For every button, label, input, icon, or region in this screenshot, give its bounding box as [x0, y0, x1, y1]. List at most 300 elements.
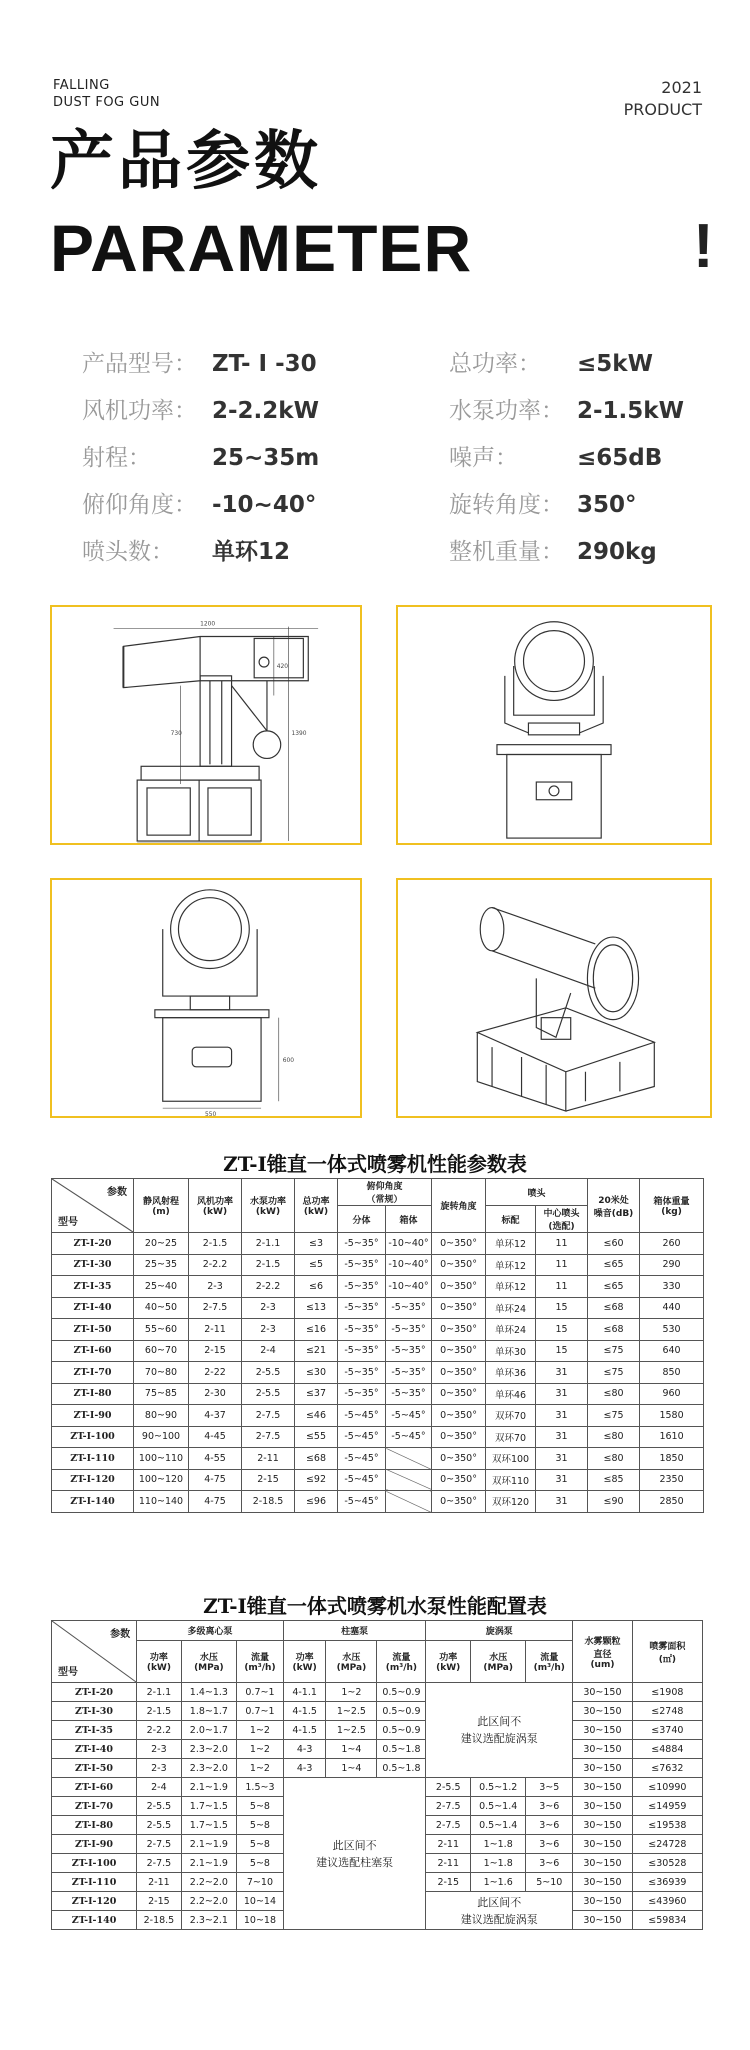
table-cell: 0~350°	[432, 1426, 486, 1448]
table-cell: 15	[536, 1319, 588, 1341]
spec-item	[449, 443, 663, 473]
spec-item	[82, 349, 317, 379]
table-cell: -5~45°	[338, 1426, 386, 1448]
table-cell: 640	[640, 1340, 704, 1362]
spec-item	[449, 349, 653, 379]
table-cell: -5~35°	[338, 1319, 386, 1341]
table-cell: 55~60	[134, 1319, 189, 1341]
table-cell: ≤68	[295, 1448, 338, 1470]
table-cell: 4-55	[189, 1448, 242, 1470]
droplet-cell: 30~150	[573, 1797, 633, 1816]
table-cell: 80~90	[134, 1405, 189, 1427]
table-cell: 2-7.5	[426, 1816, 471, 1835]
table-cell: 31	[536, 1405, 588, 1427]
model-cell: ZT-I-110	[52, 1448, 134, 1470]
table-cell: 0.5~0.9	[377, 1702, 426, 1721]
col-fan-power: 风机功率 (kW)	[189, 1179, 242, 1233]
table-cell: ≤30	[295, 1362, 338, 1384]
table-cell: 4-75	[189, 1469, 242, 1491]
col-pitch: 俯仰角度 （常规）	[338, 1179, 432, 1206]
table-cell: 5~8	[237, 1816, 284, 1835]
table-cell: 1~2	[326, 1683, 377, 1702]
model-cell: ZT-I-140	[52, 1911, 137, 1930]
table-cell: 100~120	[134, 1469, 189, 1491]
table-row	[52, 1469, 704, 1491]
table-cell: 1610	[640, 1426, 704, 1448]
sub-col-pressure: 水压 (MPa)	[471, 1641, 526, 1683]
table-cell: 5~8	[237, 1797, 284, 1816]
table-cell: 0~350°	[432, 1233, 486, 1255]
spec-item	[449, 490, 637, 520]
spec-item	[449, 537, 657, 567]
table-cell: -5~35°	[386, 1383, 432, 1405]
model-cell: ZT-I-40	[52, 1740, 137, 1759]
table-cell: 2-5.5	[242, 1362, 295, 1384]
droplet-cell: 30~150	[573, 1778, 633, 1797]
group-plunger: 柱塞泵	[283, 1621, 426, 1641]
side-view-drawing	[52, 607, 360, 843]
table-cell: 5~8	[237, 1854, 284, 1873]
table-cell: 双环70	[486, 1405, 536, 1427]
table-cell: 1580	[640, 1405, 704, 1427]
spec-item	[82, 396, 319, 426]
table-cell: ≤68	[588, 1297, 640, 1319]
spec-value: ZT- Ⅰ -30	[212, 351, 317, 377]
table-cell: 单环46	[486, 1383, 536, 1405]
droplet-cell: 30~150	[573, 1854, 633, 1873]
table-cell: 31	[536, 1491, 588, 1513]
droplet-cell: 30~150	[573, 1702, 633, 1721]
table-cell: 10~18	[237, 1911, 284, 1930]
table-cell: 单环24	[486, 1297, 536, 1319]
table-cell: 5~8	[237, 1835, 284, 1854]
table-cell: 11	[536, 1233, 588, 1255]
table-cell: 0.5~0.9	[377, 1683, 426, 1702]
spec-label: 旋转角度：	[449, 492, 564, 518]
table-cell: 0.5~1.4	[471, 1797, 526, 1816]
table-cell: 25~40	[134, 1276, 189, 1298]
table-cell: 2.1~1.9	[181, 1835, 236, 1854]
table-cell: 单环36	[486, 1362, 536, 1384]
table-cell: 1850	[640, 1448, 704, 1470]
table-cell: 5~10	[526, 1873, 573, 1892]
page-title-cn: 产品参数	[50, 125, 322, 199]
table-cell: 1~4	[326, 1759, 377, 1778]
table-cell: ≤13	[295, 1297, 338, 1319]
spec-label: 总功率：	[449, 351, 541, 377]
table-cell: 4-45	[189, 1426, 242, 1448]
table-cell: ≤65	[588, 1276, 640, 1298]
table-cell: 2-3	[189, 1276, 242, 1298]
drawing-front-view	[396, 605, 712, 845]
table-cell: 2-2.2	[137, 1721, 182, 1740]
table-cell: 2-7.5	[137, 1854, 182, 1873]
spec-value: ≤5kW	[577, 351, 653, 377]
table-cell: ≤65	[588, 1254, 640, 1276]
spec-value: 2-1.5kW	[577, 398, 684, 424]
table-cell: 2-2.2	[189, 1254, 242, 1276]
table-cell: 2-11	[242, 1448, 295, 1470]
model-cell: ZT-I-120	[52, 1892, 137, 1911]
col-pitch-box: 箱体	[386, 1206, 432, 1233]
table-cell: 25~35	[134, 1254, 189, 1276]
table-row	[52, 1233, 704, 1255]
model-cell: ZT-I-50	[52, 1319, 134, 1341]
performance-table	[51, 1178, 704, 1513]
table-cell: 10~14	[237, 1892, 284, 1911]
table-cell: ≤6	[295, 1276, 338, 1298]
table-cell: ≤75	[588, 1405, 640, 1427]
model-cell: ZT-I-140	[52, 1491, 134, 1513]
table-cell: 2-11	[426, 1835, 471, 1854]
table-cell: ≤46	[295, 1405, 338, 1427]
area-cell: ≤30528	[632, 1854, 702, 1873]
table-cell: 850	[640, 1362, 704, 1384]
corner-param-label: 参数	[107, 1187, 127, 1198]
table-cell: 2-15	[189, 1340, 242, 1362]
droplet-cell: 30~150	[573, 1740, 633, 1759]
model-cell: ZT-I-100	[52, 1854, 137, 1873]
table-cell: 2-3	[137, 1740, 182, 1759]
table-cell: 60~70	[134, 1340, 189, 1362]
table-cell: -5~45°	[386, 1426, 432, 1448]
table-cell: 0.7~1	[237, 1683, 284, 1702]
tagline-line1: FALLING	[53, 78, 110, 93]
header-tagline	[53, 77, 160, 111]
table-cell: -5~35°	[338, 1340, 386, 1362]
col-rotate: 旋转角度	[432, 1179, 486, 1233]
area-cell: ≤24728	[632, 1835, 702, 1854]
table-cell: 1~1.8	[471, 1854, 526, 1873]
table-cell: 2.0~1.7	[181, 1721, 236, 1740]
table-cell: 1~1.6	[471, 1873, 526, 1892]
vortex-note: 此区间不 建议选配旋涡泵	[426, 1683, 573, 1778]
table-cell: ≤16	[295, 1319, 338, 1341]
table-cell: 0~350°	[432, 1469, 486, 1491]
table-row	[52, 1254, 704, 1276]
sub-col-flow: 流量 (m³/h)	[237, 1641, 284, 1683]
table-cell: ≤3	[295, 1233, 338, 1255]
model-cell: ZT-I-50	[52, 1759, 137, 1778]
vortex-note: 此区间不 建议选配旋涡泵	[426, 1892, 573, 1930]
sub-col-power: 功率 (kW)	[283, 1641, 326, 1683]
table-cell: 2-1.5	[189, 1233, 242, 1255]
table-row	[52, 1405, 704, 1427]
table-cell: 2.1~1.9	[181, 1778, 236, 1797]
dim-label: 600	[282, 1057, 294, 1064]
table-cell: 0.5~1.2	[471, 1778, 526, 1797]
table-cell: -10~40°	[386, 1254, 432, 1276]
header-year-block	[624, 77, 702, 121]
table-cell: 2-3	[242, 1297, 295, 1319]
table1-corner	[52, 1179, 134, 1233]
table-cell: 2-7.5	[137, 1835, 182, 1854]
table-cell: 2-2.2	[242, 1276, 295, 1298]
table-cell: 1.4~1.3	[181, 1683, 236, 1702]
table-cell: 双环70	[486, 1426, 536, 1448]
table-cell: 40~50	[134, 1297, 189, 1319]
col-weight: 箱体重量 (kg)	[640, 1179, 704, 1233]
droplet-cell: 30~150	[573, 1892, 633, 1911]
table-cell: -5~35°	[386, 1297, 432, 1319]
table-cell: 4-37	[189, 1405, 242, 1427]
table-cell: 4-1.1	[283, 1683, 326, 1702]
area-cell: ≤14959	[632, 1797, 702, 1816]
area-cell: ≤4884	[632, 1740, 702, 1759]
table-row	[52, 1778, 703, 1797]
spec-label: 产品型号：	[82, 351, 197, 377]
spec-item	[449, 396, 684, 426]
table-cell: 3~6	[526, 1797, 573, 1816]
table-cell: 双环100	[486, 1448, 536, 1470]
table-cell: 100~110	[134, 1448, 189, 1470]
table-cell: 2-7.5	[189, 1297, 242, 1319]
pump-config-table	[51, 1620, 703, 1930]
table-cell: ≤37	[295, 1383, 338, 1405]
table-cell: 单环12	[486, 1254, 536, 1276]
table1-title: ZT-I锥直一体式喷雾机性能参数表	[223, 1152, 527, 1176]
table-cell: 0~350°	[432, 1362, 486, 1384]
table-cell: 2-15	[137, 1892, 182, 1911]
table-cell: -10~40°	[386, 1233, 432, 1255]
table-cell: 单环30	[486, 1340, 536, 1362]
table-cell: ≤75	[588, 1362, 640, 1384]
table-cell: 2-3	[242, 1319, 295, 1341]
table-cell: 11	[536, 1254, 588, 1276]
table-cell: 2-5.5	[137, 1816, 182, 1835]
table-cell: ≤96	[295, 1491, 338, 1513]
table-cell: 31	[536, 1426, 588, 1448]
table-cell: -5~45°	[338, 1448, 386, 1470]
table-cell: ≤75	[588, 1340, 640, 1362]
col-noise: 20米处 噪音(dB)	[588, 1179, 640, 1233]
table-cell: ≤55	[295, 1426, 338, 1448]
table-cell: 1~1.8	[471, 1835, 526, 1854]
table-cell: 1~2.5	[326, 1702, 377, 1721]
table-cell: 1.7~1.5	[181, 1816, 236, 1835]
table-cell: 2-22	[189, 1362, 242, 1384]
table-cell: 2-7.5	[242, 1426, 295, 1448]
spec-label: 整机重量：	[449, 539, 564, 565]
table-cell: 0~350°	[432, 1276, 486, 1298]
model-cell: ZT-I-35	[52, 1276, 134, 1298]
table-cell: -5~45°	[338, 1491, 386, 1513]
table-cell: 2-5.5	[137, 1797, 182, 1816]
table-cell: 双环120	[486, 1491, 536, 1513]
model-cell: ZT-I-80	[52, 1383, 134, 1405]
table-cell: ≤68	[588, 1319, 640, 1341]
spec-value: 350°	[577, 492, 637, 518]
table-cell: 75~85	[134, 1383, 189, 1405]
table-cell: 0.7~1	[237, 1702, 284, 1721]
spec-label: 噪声：	[449, 445, 518, 471]
table-cell: 31	[536, 1383, 588, 1405]
table-cell: 2-18.5	[137, 1911, 182, 1930]
table-cell: -5~35°	[338, 1383, 386, 1405]
col-pitch-split: 分体	[338, 1206, 386, 1233]
table-row	[52, 1740, 703, 1759]
table-row	[52, 1683, 703, 1702]
table-cell: -5~35°	[386, 1319, 432, 1341]
table-cell: 2-7.5	[426, 1797, 471, 1816]
col-pump-power: 水泵功率 (kW)	[242, 1179, 295, 1233]
sub-col-pressure: 水压 (MPa)	[181, 1641, 236, 1683]
iso-view-drawing	[398, 880, 710, 1116]
drawing-iso-view	[396, 878, 712, 1118]
table-cell: 2350	[640, 1469, 704, 1491]
tagline-line2: DUST FOG GUN	[53, 95, 161, 110]
table-cell: 0~350°	[432, 1340, 486, 1362]
table-cell: 2-1.1	[137, 1683, 182, 1702]
sub-col-power: 功率 (kW)	[137, 1641, 182, 1683]
dim-label: 420	[276, 663, 289, 670]
col-total-power: 总功率 (kW)	[295, 1179, 338, 1233]
table-cell: 0~350°	[432, 1491, 486, 1513]
table-cell: 7~10	[237, 1873, 284, 1892]
table-cell: 4-1.5	[283, 1702, 326, 1721]
table-cell: 260	[640, 1233, 704, 1255]
dim-label: 730	[170, 730, 182, 737]
table-cell: 2-1.5	[137, 1702, 182, 1721]
table-cell: 4-3	[283, 1740, 326, 1759]
dim-label: 550	[205, 1112, 217, 1116]
dim-label: 1200	[200, 621, 216, 628]
table-cell: 0.5~1.8	[377, 1759, 426, 1778]
table-cell: -10~40°	[386, 1276, 432, 1298]
table-row	[52, 1426, 704, 1448]
table-cell: 2-11	[137, 1873, 182, 1892]
table-cell: 1.7~1.5	[181, 1797, 236, 1816]
table-cell: 0~350°	[432, 1297, 486, 1319]
spec-label: 射程：	[82, 445, 151, 471]
table-cell: 2-5.5	[242, 1383, 295, 1405]
area-cell: ≤10990	[632, 1778, 702, 1797]
table-cell: 2-30	[189, 1383, 242, 1405]
table-cell: -5~45°	[386, 1405, 432, 1427]
model-cell: ZT-I-20	[52, 1683, 137, 1702]
model-cell: ZT-I-60	[52, 1340, 134, 1362]
table-cell: 290	[640, 1254, 704, 1276]
table-cell: ≤5	[295, 1254, 338, 1276]
col-droplet: 水雾颗粒 直径 (um)	[573, 1621, 633, 1683]
table-cell: 1.5~3	[237, 1778, 284, 1797]
spec-label: 俯仰角度：	[82, 492, 197, 518]
table-row	[52, 1276, 704, 1298]
sub-col-pressure: 水压 (MPa)	[326, 1641, 377, 1683]
group-centrifugal: 多级离心泵	[137, 1621, 284, 1641]
page-title-en: PARAMETER	[50, 211, 473, 285]
model-cell: ZT-I-80	[52, 1816, 137, 1835]
table-cell: 2-1.5	[242, 1254, 295, 1276]
table-cell: ≤80	[588, 1383, 640, 1405]
table-cell: 2.1~1.9	[181, 1854, 236, 1873]
table-cell: 960	[640, 1383, 704, 1405]
spec-item	[82, 490, 317, 520]
col-range: 静风射程 (m)	[134, 1179, 189, 1233]
table-cell: ≤92	[295, 1469, 338, 1491]
spec-value: -10~40°	[212, 492, 317, 518]
table-cell: 15	[536, 1297, 588, 1319]
table-cell: 3~6	[526, 1816, 573, 1835]
table-cell: 2.2~2.0	[181, 1873, 236, 1892]
droplet-cell: 30~150	[573, 1816, 633, 1835]
model-cell: ZT-I-30	[52, 1702, 137, 1721]
year-label: 2021	[661, 78, 702, 97]
sub-col-power: 功率 (kW)	[426, 1641, 471, 1683]
table-cell: ≤21	[295, 1340, 338, 1362]
table-cell: 15	[536, 1340, 588, 1362]
table-cell: 31	[536, 1469, 588, 1491]
table-cell: 0~350°	[432, 1254, 486, 1276]
table-cell: 1~4	[326, 1740, 377, 1759]
table-cell: 1~2	[237, 1721, 284, 1740]
col-nozzle-standard: 标配	[486, 1206, 536, 1233]
area-cell: ≤36939	[632, 1873, 702, 1892]
table-row	[52, 1759, 703, 1778]
model-cell: ZT-I-70	[52, 1362, 134, 1384]
table2-title: ZT-I锥直一体式喷雾机水泵性能配置表	[203, 1594, 547, 1618]
table-row	[52, 1340, 704, 1362]
table-row	[52, 1491, 704, 1513]
table-cell: 2-15	[426, 1873, 471, 1892]
spec-label: 风机功率：	[82, 398, 197, 424]
table-cell: 2-15	[242, 1469, 295, 1491]
col-nozzle-center: 中心喷头 (选配)	[536, 1206, 588, 1233]
table-cell: 双环110	[486, 1469, 536, 1491]
model-cell: ZT-I-30	[52, 1254, 134, 1276]
spec-item	[82, 443, 320, 473]
table-row	[52, 1297, 704, 1319]
spec-item	[82, 537, 291, 567]
table-cell: 31	[536, 1448, 588, 1470]
table-cell: 31	[536, 1362, 588, 1384]
rear-view-drawing	[52, 880, 360, 1116]
spec-label: 喷头数：	[82, 539, 174, 565]
spec-label: 水泵功率：	[449, 398, 564, 424]
table-cell: 1~2	[237, 1740, 284, 1759]
table-cell: 0~350°	[432, 1319, 486, 1341]
table-cell: 单环12	[486, 1233, 536, 1255]
droplet-cell: 30~150	[573, 1873, 633, 1892]
table-cell: 2.2~2.0	[181, 1892, 236, 1911]
table-cell: -5~35°	[338, 1297, 386, 1319]
table-cell: 2-7.5	[242, 1405, 295, 1427]
table-cell: 0.5~0.9	[377, 1721, 426, 1740]
exclamation-mark: !	[693, 212, 714, 281]
table-cell: 70~80	[134, 1362, 189, 1384]
sub-col-flow: 流量 (m³/h)	[377, 1641, 426, 1683]
spec-value: ≤65dB	[577, 445, 663, 471]
table-cell: 2-11	[426, 1854, 471, 1873]
spec-value: 25~35m	[212, 445, 320, 471]
drawing-side-view	[50, 605, 362, 845]
droplet-cell: 30~150	[573, 1835, 633, 1854]
table-row	[52, 1702, 703, 1721]
table-row	[52, 1721, 703, 1740]
table-cell: 4-3	[283, 1759, 326, 1778]
empty-slash-cell	[386, 1469, 432, 1491]
table-row	[52, 1319, 704, 1341]
table-row	[52, 1448, 704, 1470]
table-cell: -5~35°	[386, 1340, 432, 1362]
model-cell: ZT-I-90	[52, 1405, 134, 1427]
area-cell: ≤7632	[632, 1759, 702, 1778]
drawing-rear-view	[50, 878, 362, 1118]
table-cell: 3~6	[526, 1854, 573, 1873]
table-cell: 单环12	[486, 1276, 536, 1298]
spec-value: 单环12	[212, 539, 291, 565]
area-cell: ≤43960	[632, 1892, 702, 1911]
